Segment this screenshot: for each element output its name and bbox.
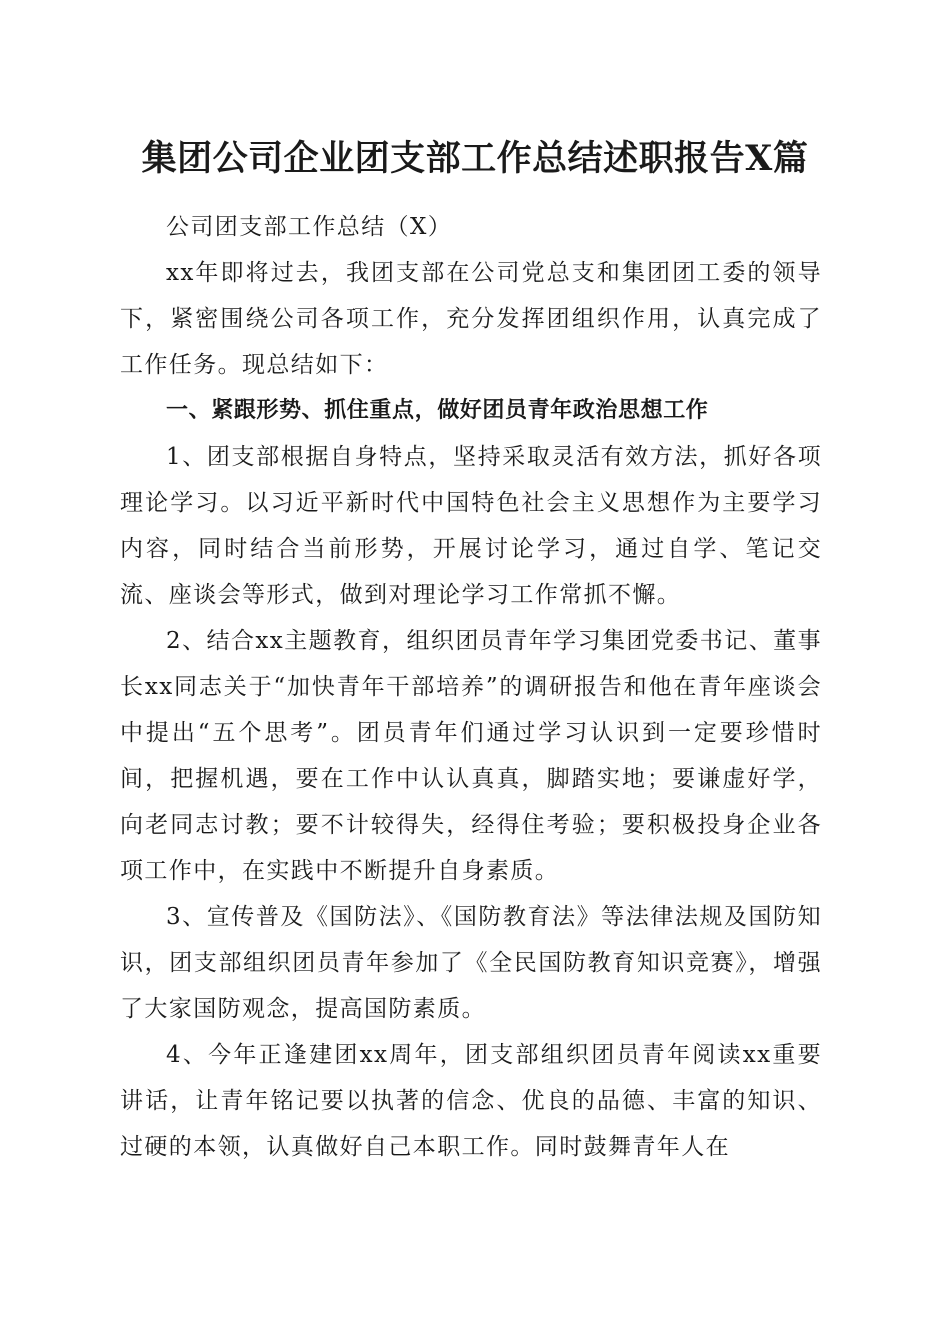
- intro-paragraph: xx年即将过去，我团支部在公司党总支和集团团工委的领导下，紧密围绕公司各项工作，充分发挥团组织作用，认真完成了工作任务。现总结如下：: [120, 260, 822, 378]
- body-paragraph: 3、宣传普及《国防法》、《国防教育法》等法律法规及国防知识，团支部组织团员青年参加了《全民国防教育知识竞赛》，增强了大家国防观念，提高国防素质。: [120, 904, 822, 1022]
- section-heading: 一、紧跟形势、抓住重点，做好团员青年政治思想工作: [166, 398, 709, 423]
- body-paragraph: 2、结合xx主题教育，组织团员青年学习集团党委书记、董事长xx同志关于“加快青年干部培养”的调研报告和他在青年座谈会中提出“五个思考”。团员青年们通过学习认识到一定要珍惜时间，把握机遇，要在工作中认认真真，脚踏实地；要谦虚好学，向老同志讨教；要不计较得失，经得住考验；要积极投身企业各项工作中，在实践中不断提升自身素质。: [120, 628, 822, 884]
- document-body: [120, 204, 822, 1170]
- body-paragraph: 1、团支部根据自身特点，坚持采取灵活有效方法，抓好各项理论学习。以习近平新时代中国特色社会主义思想作为主要学习内容，同时结合当前形势，开展讨论学习，通过自学、笔记交流、座谈会等形式，做到对理论学习工作常抓不懈。: [120, 444, 822, 608]
- document-title: 集团公司企业团支部工作总结述职报告X篇: [141, 138, 809, 179]
- subtitle-paragraph: 公司团支部工作总结（X）: [166, 214, 453, 240]
- body-paragraph: 4、今年正逢建团xx周年，团支部组织团员青年阅读xx重要讲话，让青年铭记要以执著的信念、优良的品德、丰富的知识、过硬的本领，认真做好自己本职工作。同时鼓舞青年人在: [120, 1042, 822, 1160]
